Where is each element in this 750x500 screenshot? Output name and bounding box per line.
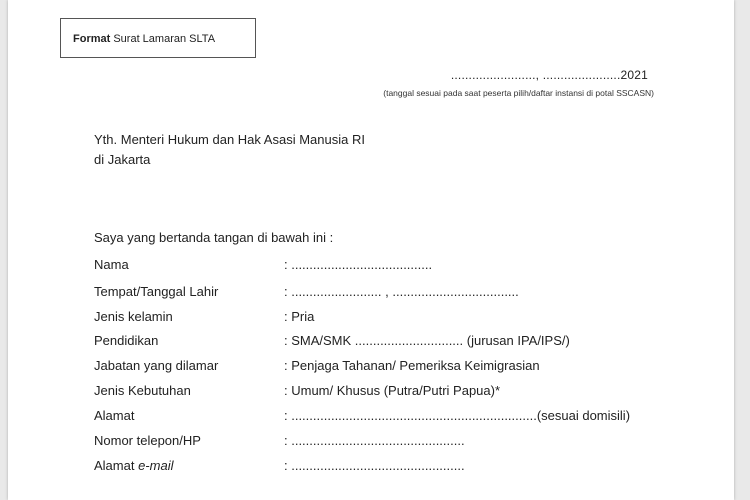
field-row-nama	[94, 254, 654, 276]
field-row-nomor-telepon	[94, 430, 654, 452]
field-label: Jenis Kebutuhan	[94, 383, 191, 398]
field-value: : Umum/ Khusus (Putra/Putri Papua)*	[284, 383, 501, 398]
field-row-pendidikan	[94, 330, 654, 352]
field-label: Jenis kelamin	[94, 309, 173, 324]
field-row-jabatan	[94, 355, 654, 377]
field-label	[94, 455, 173, 477]
format-title-rest: Surat Lamaran SLTA	[110, 33, 216, 45]
recipient-line-1: Yth. Menteri Hukum dan Hak Asasi Manusia RI	[94, 132, 365, 147]
field-row-jenis-kelamin	[94, 306, 654, 328]
field-value: : ................................................	[284, 458, 465, 473]
field-value: : .......................................	[284, 257, 433, 272]
field-label: Nomor telepon/HP	[94, 433, 201, 448]
field-value: : ....................................................................(sesuai domisili)	[284, 408, 631, 423]
field-row-jenis-kebutuhan	[94, 380, 654, 402]
field-value: : Penjaga Tahanan/ Pemeriksa Keimigrasian	[284, 358, 540, 373]
field-value: : ................................................	[284, 433, 465, 448]
field-value: : Pria	[284, 309, 315, 324]
intro-text: Saya yang bertanda tangan di bawah ini :	[94, 230, 334, 245]
field-row-alamat-email	[94, 455, 654, 477]
field-label-italic: e-mail	[138, 458, 174, 473]
field-label: Jabatan yang dilamar	[94, 358, 219, 373]
format-title-bold: Format	[73, 33, 111, 45]
field-label-pre: Alamat	[94, 458, 139, 473]
field-label: Pendidikan	[94, 333, 159, 348]
field-label: Nama	[94, 257, 129, 272]
recipient-line-2: di Jakarta	[94, 152, 151, 167]
date-note: (tanggal sesuai pada saat peserta pilih/daftar instansi di potal SSCASN)	[383, 88, 654, 98]
field-value: : SMA/SMK .............................. (jurusan IPA/IPS/)	[284, 333, 570, 348]
field-value: : ......................... , ...................................	[284, 284, 519, 299]
field-label: Tempat/Tanggal Lahir	[94, 284, 219, 299]
date-placeholder: ........................, ......................2021	[450, 68, 648, 82]
format-title-box	[60, 18, 256, 58]
field-label: Alamat	[94, 408, 135, 423]
document-page	[8, 0, 734, 500]
field-row-tempat-tanggal-lahir	[94, 281, 654, 303]
field-row-alamat	[94, 405, 654, 427]
